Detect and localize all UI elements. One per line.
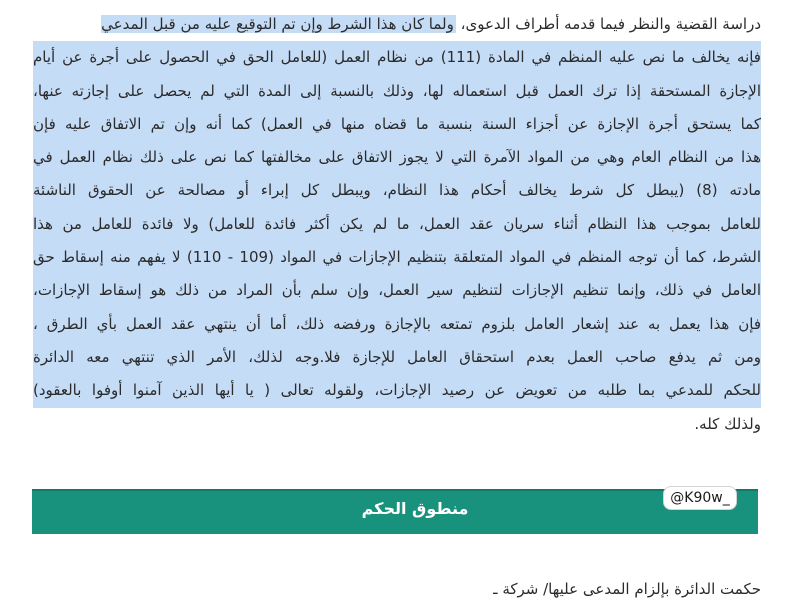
- text-line-7: للعامل بموجب هذا النظام أثناء سريان عقد العمل، ما لم يكن أكثر فائدة للعامل) ولا فائدة للعامل من هذا: [33, 208, 761, 241]
- section-banner: [32, 489, 758, 534]
- text-line-1: [33, 8, 761, 41]
- text-line-6: مادته (8) (يبطل كل شرط يخالف أحكام هذا النظام، ويبطل كل إبراء أو مصالحة عن الحقوق الناشئة: [33, 174, 761, 207]
- text-line-1-highlighted: ولما كان هذا الشرط وإن تم التوقيع عليه من قبل المدعي: [101, 15, 454, 33]
- text-line-8: الشرط، كما أن توجه المنظم في المواد المتعلقة بتنظيم الإجازات في المواد (109 - 110) لا يفهم منه إسقاط حق: [33, 241, 761, 274]
- text-line-13: ولذلك كله.: [694, 414, 761, 433]
- text-line-11: ومن ثم يدفع صاحب العمل بعدم استحقاق العامل للإجازة فلا.وجه لذلك، الأمر الذي تنتهي معه الدائرة: [33, 341, 761, 374]
- account-handle-badge: @K90w_: [663, 486, 737, 510]
- text-line-1-plain: دراسة القضية والنظر فيما قدمه أطراف الدعوى،: [455, 15, 761, 33]
- text-line-3: الإجازة المستحقة إذا ترك العمل قبل استعماله لها، وذلك بالنسبة إلى المدة التي لم يحصل على إجازته عنها،: [33, 75, 761, 108]
- text-line-12: للحكم للمدعي بما طلبه من تعويض عن رصيد الإجازات، ولقوله تعالى ( يا أيها الذين آمنوا أوفوا بالعقود): [33, 374, 761, 407]
- banner-title: منطوق الحكم: [361, 499, 469, 518]
- judgment-text: [33, 8, 761, 441]
- text-line-9: العامل في ذلك، وإنما تنظيم الإجازات لتنظيم سير العمل، وإن سلم بأن المراد من ذلك هو إسقاط الإجازات،: [33, 274, 761, 307]
- text-line-5: هذا من النظام العام وهي من المواد الآمرة التي لا يجوز الاتفاق على مخالفتها كما نص على ذلك نظام العمل في: [33, 141, 761, 174]
- text-line-2: فإنه يخالف ما نص عليه المنظم في المادة (111) من نظام العمل (للعامل الحق في الحصول على أجرة عن أيام: [33, 41, 761, 74]
- text-line-10: فإن هذا يعمل به عند إشعار العامل بلزوم تمتعه بالإجازة ورفضه ذلك، أما أن ينتهي عقد العمل بأي الطرق ،: [33, 308, 761, 341]
- ruling-text: حكمت الدائرة بإلزام المدعى عليها/ شركة ـ: [493, 580, 761, 598]
- text-line-4: كما يستحق أجرة الإجازة عن أجزاء السنة بنسبة ما قضاه منها في العمل) كما أنه وإن تم الاتفاق عليه فإن: [33, 108, 761, 141]
